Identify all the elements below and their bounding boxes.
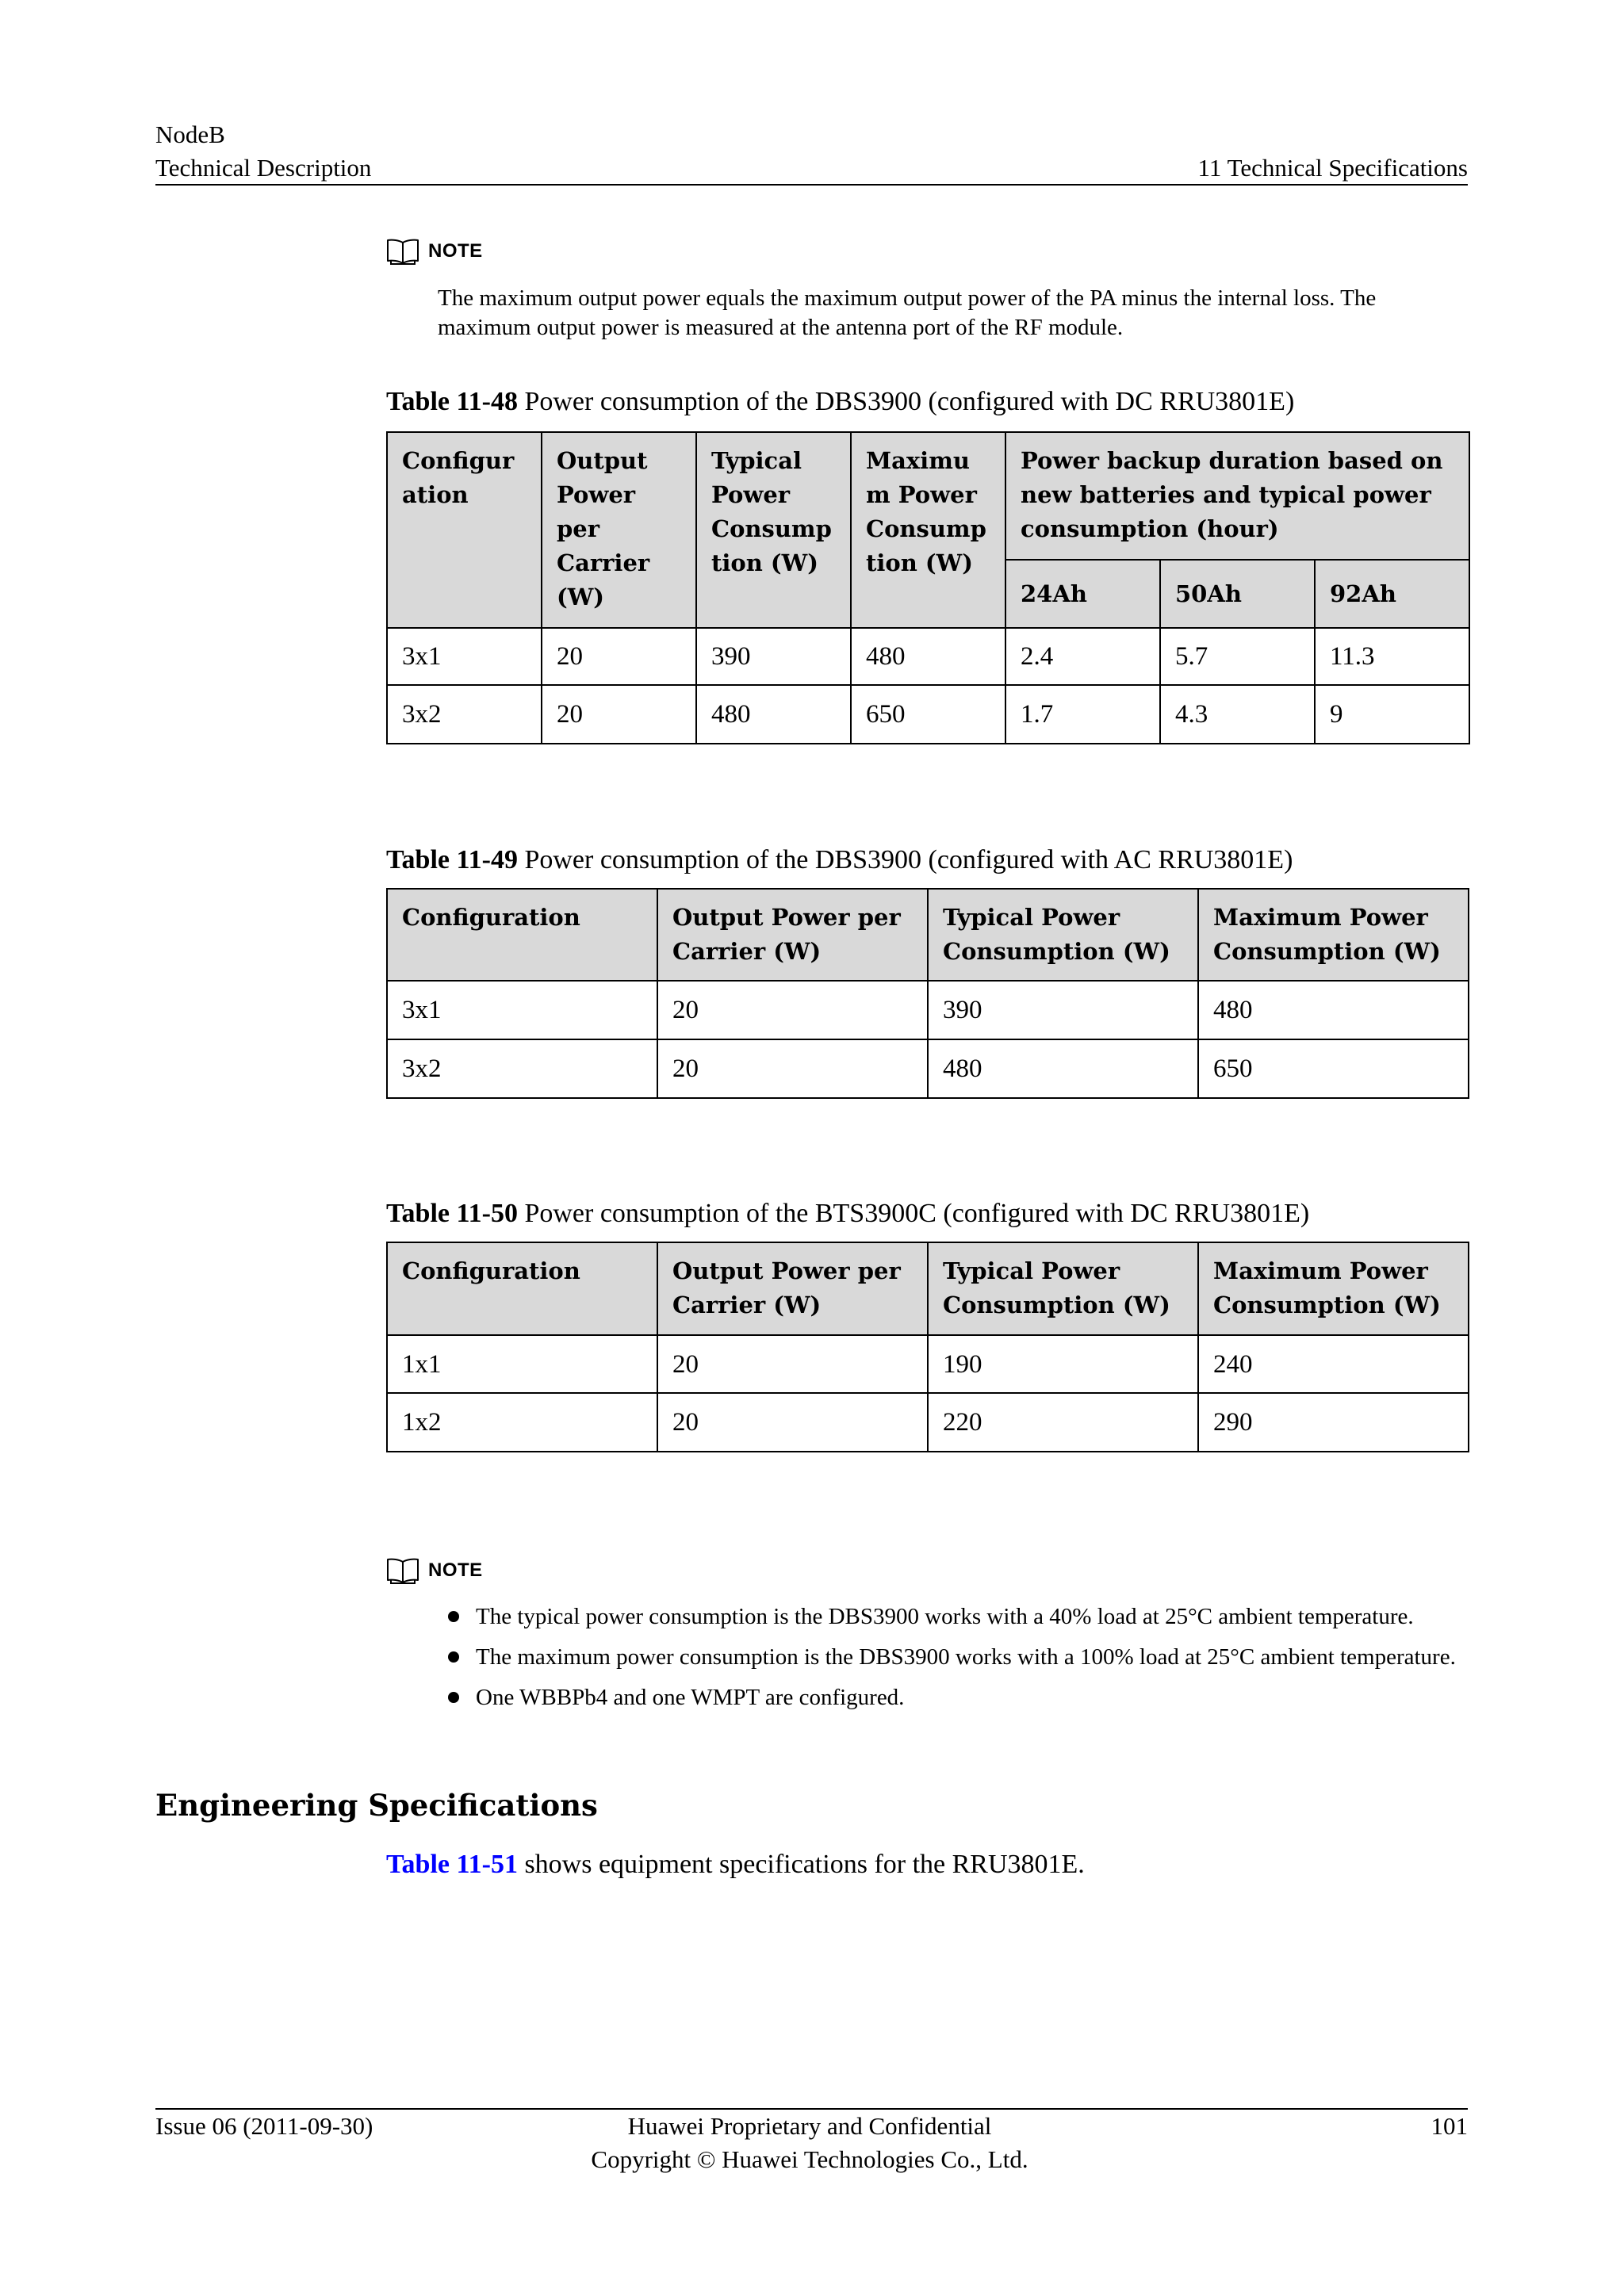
- table-cell: 20: [657, 1335, 928, 1393]
- column-header-maximum-power: Maximum Power Consumption (W): [851, 432, 1005, 628]
- note-list-item: [448, 1602, 1491, 1632]
- table-cell: 480: [1198, 981, 1469, 1039]
- footer-confidential: Huawei Proprietary and Confidential: [627, 2112, 992, 2140]
- note-list-item-text: The typical power consumption is the DBS3900 works with a 40% load at 25°C ambient temperature.: [476, 1604, 1414, 1629]
- table-caption-title: Power consumption of the DBS3900 (configured with AC RRU3801E): [524, 845, 1293, 874]
- section-heading: Engineering Specifications: [155, 1788, 598, 1823]
- note-list-item: [448, 1643, 1463, 1672]
- table-caption: [386, 844, 1293, 876]
- note-list: [448, 1602, 1491, 1724]
- book-icon: [386, 1557, 419, 1584]
- table-cell: 20: [657, 1393, 928, 1452]
- table-row: [387, 628, 1469, 685]
- table-cell: 1.7: [1005, 685, 1160, 744]
- table-header-row: [387, 889, 1469, 981]
- table-cell: 5.7: [1160, 628, 1315, 685]
- table-cell: 20: [542, 628, 696, 685]
- bullet-icon: [448, 1611, 459, 1622]
- column-header-backup-duration: Power backup duration based on new batteries and typical power consumption (hour): [1005, 432, 1469, 560]
- column-header-50ah: 50Ah: [1160, 560, 1315, 628]
- column-header-configuration: Configuration: [387, 1242, 657, 1335]
- header-rule: [155, 184, 1468, 186]
- table-caption: [386, 1198, 1309, 1230]
- header-chapter: 11 Technical Specifications: [1197, 154, 1468, 182]
- table-cell: 480: [851, 628, 1005, 685]
- table-cell: 1x2: [387, 1393, 657, 1452]
- table-header-row: [387, 1242, 1469, 1335]
- table-cell: 480: [696, 685, 851, 744]
- column-header-maximum-power: Maximum Power Consumption (W): [1198, 889, 1469, 981]
- table-cell: 390: [928, 981, 1198, 1039]
- table-cell: 20: [657, 981, 928, 1039]
- table-caption-label: Table 11-48: [386, 387, 518, 416]
- section-paragraph-text: shows equipment specifications for the RRU3801E.: [524, 1850, 1085, 1879]
- table-cell: 190: [928, 1335, 1198, 1393]
- table-header-row: [387, 432, 1469, 560]
- table-caption-title: Power consumption of the DBS3900 (configured with DC RRU3801E): [524, 387, 1295, 416]
- table-row: [387, 1039, 1469, 1098]
- table-cell: 240: [1198, 1335, 1469, 1393]
- footer-center: [155, 2110, 1464, 2176]
- column-header-92ah: 92Ah: [1315, 560, 1469, 628]
- table-cell: 3x2: [387, 685, 542, 744]
- table-cell: 3x1: [387, 981, 657, 1039]
- table-cell: 290: [1198, 1393, 1469, 1452]
- footer-copyright: Copyright © Huawei Technologies Co., Ltd.: [591, 2145, 1028, 2173]
- table-cell: 11.3: [1315, 628, 1469, 685]
- table-caption: [386, 386, 1294, 418]
- note-list-item-text: The maximum power consumption is the DBS3900 works with a 100% load at 25°C ambient temperature.: [476, 1644, 1456, 1670]
- table-row: [387, 1335, 1469, 1393]
- table-cell: 3x2: [387, 1039, 657, 1098]
- note-label: NOTE: [428, 1559, 483, 1581]
- column-header-typical-power: Typical Power Consumption (W): [928, 1242, 1198, 1335]
- table-cell: 650: [851, 685, 1005, 744]
- table-cell: 3x1: [387, 628, 542, 685]
- table-11-49: [386, 888, 1469, 1099]
- table-cell: 4.3: [1160, 685, 1315, 744]
- page-number: 101: [1431, 2112, 1468, 2140]
- header-product: NodeB: [155, 121, 225, 148]
- column-header-output-power: Output Power per Carrier (W): [542, 432, 696, 628]
- column-header-output-power: Output Power per Carrier (W): [657, 889, 928, 981]
- table-cell: 220: [928, 1393, 1198, 1452]
- header-document-title: Technical Description: [155, 154, 372, 182]
- note-text: The maximum output power equals the maximum output power of the PA minus the internal loss. The maximum output power is measured at the antenna port of the RF module.: [438, 285, 1377, 340]
- note-list-item: [448, 1683, 1491, 1712]
- table-caption-label: Table 11-49: [386, 845, 518, 874]
- table-cell: 390: [696, 628, 851, 685]
- column-header-24ah: 24Ah: [1005, 560, 1160, 628]
- table-cell: 2.4: [1005, 628, 1160, 685]
- column-header-typical-power: Typical Power Consumption (W): [696, 432, 851, 628]
- table-11-48: [386, 431, 1470, 744]
- table-row: [387, 685, 1469, 744]
- column-header-typical-power: Typical Power Consumption (W): [928, 889, 1198, 981]
- column-header-configuration: Configuration: [387, 889, 657, 981]
- table-cell: 480: [928, 1039, 1198, 1098]
- book-icon: [386, 238, 419, 265]
- note-label: NOTE: [428, 240, 483, 262]
- table-cell: 650: [1198, 1039, 1469, 1098]
- table-cell: 1x1: [387, 1335, 657, 1393]
- table-row: [387, 981, 1469, 1039]
- table-11-50: [386, 1242, 1469, 1452]
- column-header-maximum-power: Maximum Power Consumption (W): [1198, 1242, 1469, 1335]
- table-11-51-link[interactable]: Table 11-51: [386, 1850, 518, 1879]
- table-caption-label: Table 11-50: [386, 1199, 518, 1228]
- bullet-icon: [448, 1692, 459, 1703]
- footer-issue: Issue 06 (2011-09-30): [155, 2112, 373, 2140]
- column-header-configuration: Configuration: [387, 432, 542, 628]
- table-cell: 9: [1315, 685, 1469, 744]
- bullet-icon: [448, 1651, 459, 1663]
- column-header-output-power: Output Power per Carrier (W): [657, 1242, 928, 1335]
- table-cell: 20: [542, 685, 696, 744]
- table-row: [387, 1393, 1469, 1452]
- section-paragraph: [386, 1849, 1085, 1881]
- table-caption-title: Power consumption of the BTS3900C (configured with DC RRU3801E): [524, 1199, 1310, 1228]
- note-list-item-text: One WBBPb4 and one WMPT are configured.: [476, 1685, 905, 1710]
- table-cell: 20: [657, 1039, 928, 1098]
